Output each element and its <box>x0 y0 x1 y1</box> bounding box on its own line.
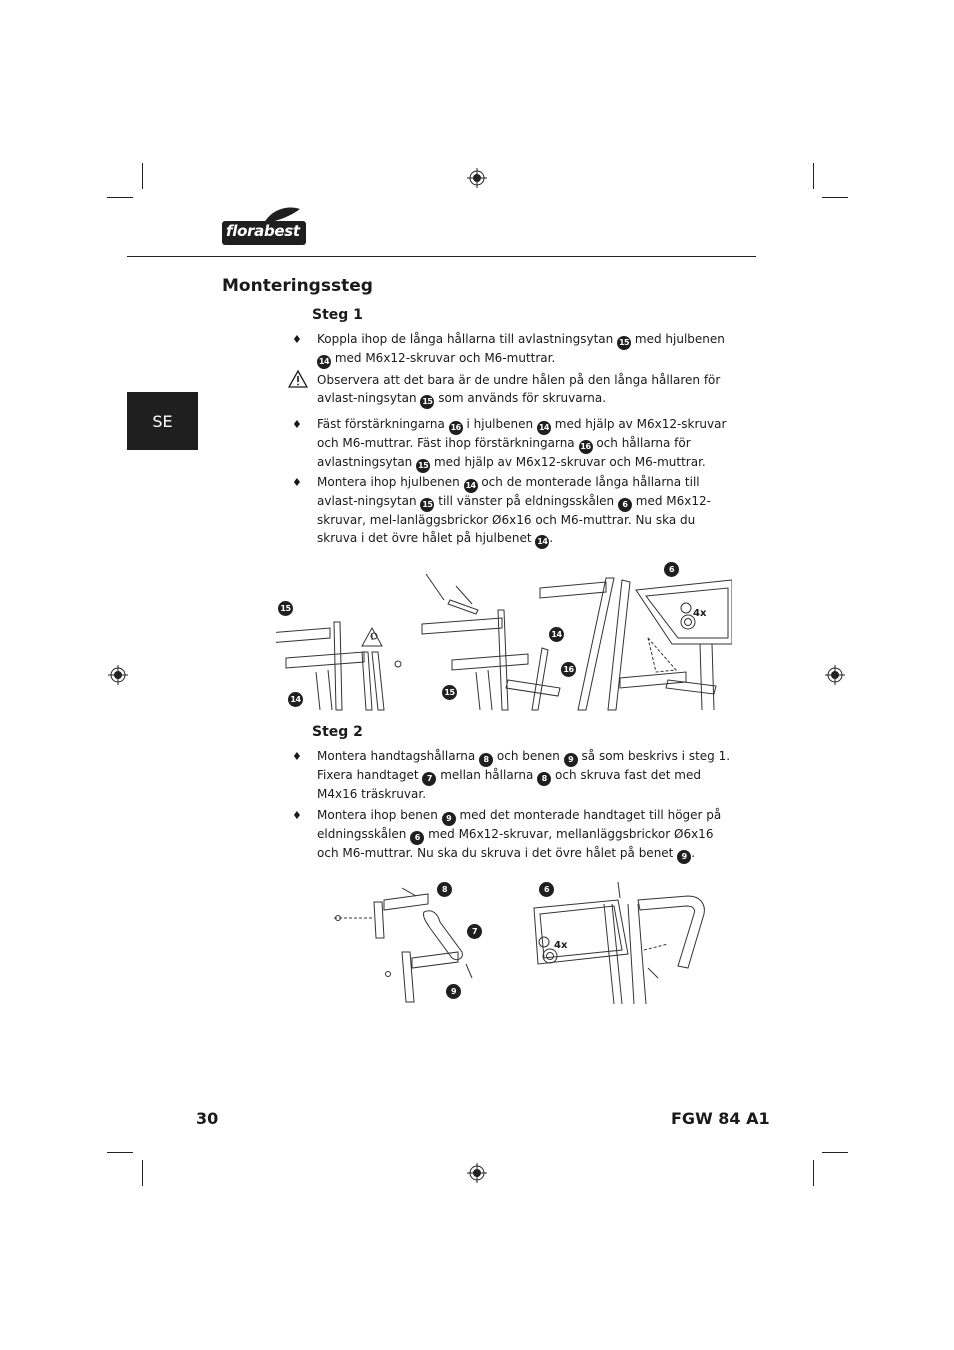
callout: 6 <box>664 562 679 577</box>
callout: 15 <box>442 685 457 700</box>
step2-figure <box>328 878 728 1006</box>
crop-mark <box>822 197 848 198</box>
florabest-logo <box>222 207 306 245</box>
bullet-icon: ♦ <box>292 418 302 431</box>
bullet-icon: ♦ <box>292 333 302 346</box>
crop-mark <box>142 163 143 189</box>
page-title: Monteringssteg <box>222 276 373 296</box>
registration-mark-icon <box>467 1163 487 1183</box>
warning-icon <box>288 370 308 388</box>
bullet-icon: ♦ <box>292 809 302 822</box>
header-rule <box>127 256 756 257</box>
step1-warning: Observera att det bara är de undre hålen på den långa hållaren för avlast-ningsytan 15 som används för skruvarna. <box>317 372 732 409</box>
callout: 14 <box>549 627 564 642</box>
callout: 9 <box>446 984 461 999</box>
step1-title: Steg 1 <box>312 307 363 323</box>
callout: 8 <box>437 882 452 897</box>
callout: 6 <box>539 882 554 897</box>
model-number: FGW 84 A1 <box>671 1109 770 1128</box>
step1-bullet3: Montera ihop hjulbenen 14 och de monterade långa hållarna till avlast-ningsytan 15 till vänster på eldningsskålen 6 med M6x12-skruvar, mel-lanläggsbrickor Ø6x16 och M6-muttrar. Nu ska du skruva i det övre hålet på hjulbenet 14 . <box>317 474 732 549</box>
crop-mark <box>813 163 814 189</box>
language-tab: SE <box>127 392 198 450</box>
assembly-illustration <box>276 560 732 712</box>
crop-mark <box>813 1160 814 1186</box>
registration-mark-icon <box>825 665 845 685</box>
step2-bullet1: Montera handtagshållarna 8 och benen 9 så som beskrivs i steg 1. Fixera handtaget 7 mellan hållarna 8 och skruva fast det med M4x16 träskruvar. <box>317 749 731 801</box>
step1-bullet1: Koppla ihop de långa hållarna till avlastningsytan 15 med hjulbenen 14 med M6x12-skruvar och M6-muttrar. <box>317 331 732 369</box>
logo-text: florabest <box>226 222 300 240</box>
bullet-icon: ♦ <box>292 750 302 763</box>
bullet-icon: ♦ <box>292 476 302 489</box>
step2-title: Steg 2 <box>312 724 363 740</box>
registration-mark-icon <box>467 168 487 188</box>
crop-mark <box>107 197 133 198</box>
step1-figure <box>276 560 732 712</box>
step2-bullet2: Montera ihop benen 9 med det monterade handtaget till höger på eldningsskålen 6 med M6x12-skruvar, mellanläggsbrickor Ø6x16 och M6-muttrar. Nu ska du skruva i det övre hålet på benet 9 . <box>317 807 732 864</box>
page-number: 30 <box>196 1109 219 1128</box>
callout: 7 <box>467 924 482 939</box>
callout: 15 <box>278 601 293 616</box>
crop-mark <box>142 1160 143 1186</box>
label-4x: 4x <box>693 608 707 619</box>
callout: 14 <box>288 692 303 707</box>
crop-mark <box>822 1152 848 1153</box>
label-4x: 4x <box>554 940 568 951</box>
step1-bullet2: Fäst förstärkningarna 16 i hjulbenen 14 med hjälp av M6x12-skruvar och M6-muttrar. Fäst ihop förstärkningarna 16 och hållarna för avlastningsytan 15 med hjälp av M6x12-skruvar och M6-muttrar. <box>317 416 732 473</box>
callout: 16 <box>561 662 576 677</box>
registration-mark-icon <box>108 665 128 685</box>
crop-mark <box>107 1152 133 1153</box>
assembly-illustration <box>328 878 728 1006</box>
